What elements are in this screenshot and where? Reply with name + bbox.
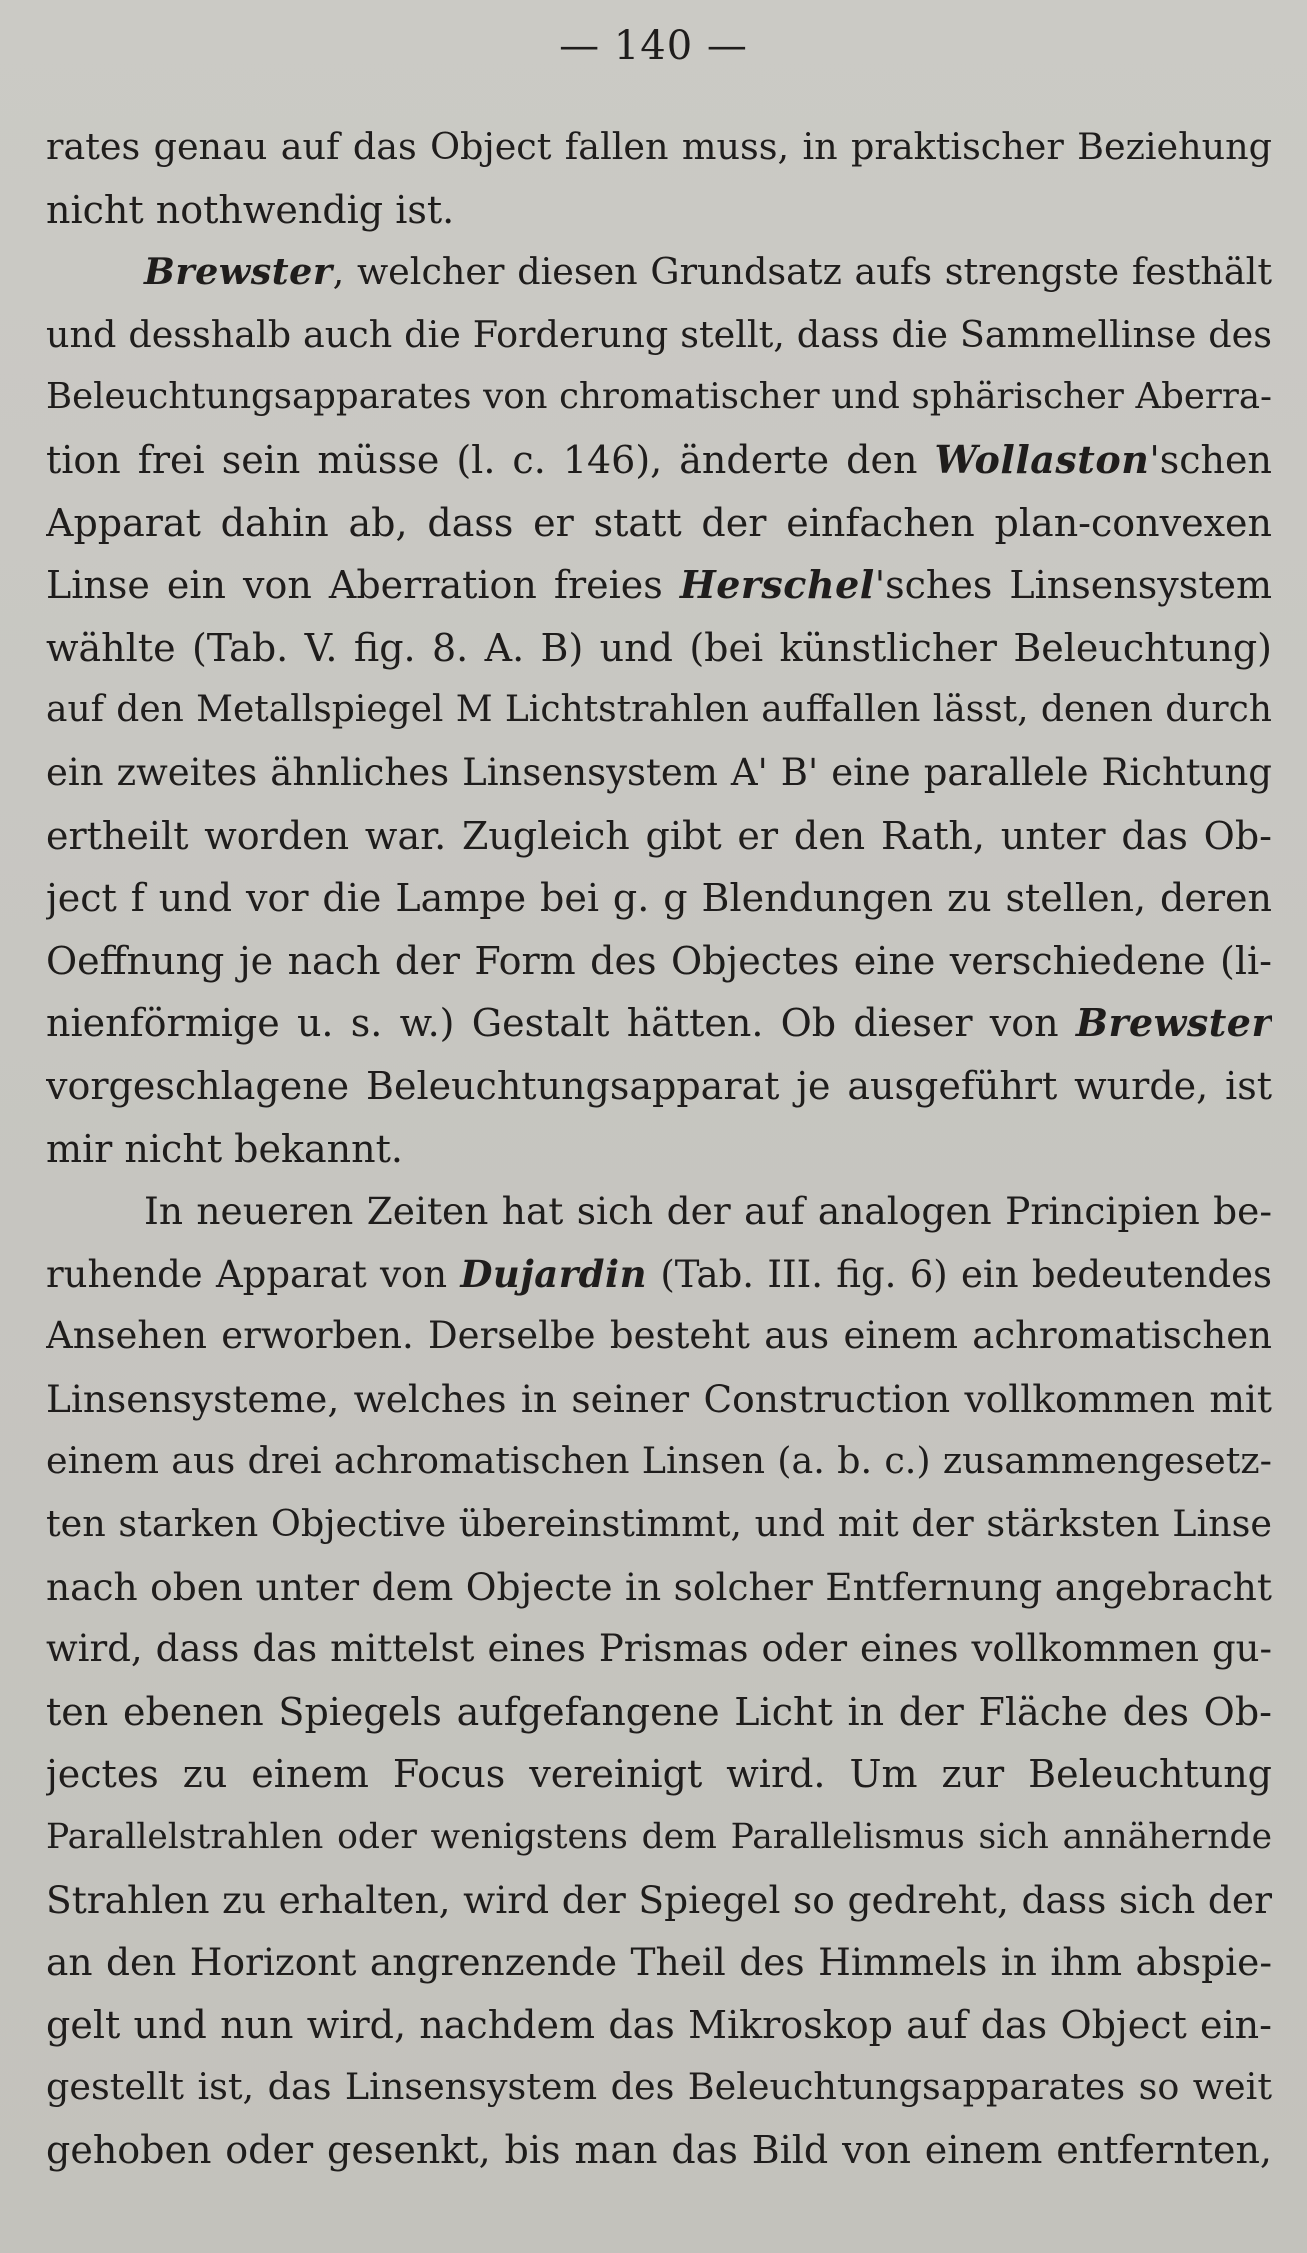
text-line: nicht nothwendig ist.	[46, 187, 455, 232]
text-line: gestellt ist, das Linsensystem des Beleuchtungsapparates so weit	[46, 2065, 1272, 2109]
text-line: jectes zu einem Focus vereinigt wird. Um zur Beleuchtung	[46, 1752, 1272, 1797]
text-line: Strahlen zu erhalten, wird der Spiegel so gedreht, dass sich der	[46, 1877, 1272, 1922]
text-line: ertheilt worden war. Zugleich gibt er den Rath, unter das Ob-	[46, 813, 1272, 858]
text-line: wird, dass das mittelst eines Prismas oder eines vollkommen gu-	[46, 1627, 1272, 1671]
person-name: Brewster	[144, 250, 333, 294]
person-name: Wollaston	[934, 436, 1150, 482]
text-line: Oeffnung je nach der Form des Objectes eine verschiedene (li-	[46, 938, 1272, 983]
text-line: Linse ein von Aberration freies Herschel'sches Linsensystem	[46, 562, 1272, 608]
text-line: ein zweites ähnliches Linsensystem A' B' eine parallele Richtung	[46, 750, 1272, 794]
text-line: Beleuchtungsapparates von chromatischer und sphärischer Aberra-	[46, 376, 1272, 418]
text-line: einem aus drei achromatischen Linsen (a. b. c.) zusammengesetz-	[46, 1439, 1272, 1483]
text-line: Apparat dahin ab, dass er statt der einfachen plan-convexen	[46, 500, 1272, 545]
text-line: In neueren Zeiten hat sich der auf analogen Principien be-	[144, 1189, 1272, 1234]
text-line: ten ebenen Spiegels aufgefangene Licht in der Fläche des Ob-	[46, 1689, 1272, 1734]
text-line: auf den Metallspiegel M Lichtstrahlen auffallen lässt, denen durch	[46, 689, 1272, 731]
text-line: Parallelstrahlen oder wenigstens dem Parallelismus sich annähernde	[46, 1817, 1272, 1858]
text-line: an den Horizont angrenzende Theil des Himmels in ihm abspie-	[46, 1940, 1272, 1985]
text-line: nach oben unter dem Objecte in solcher Entfernung angebracht	[46, 1564, 1272, 1609]
text-line: Ansehen erworben. Derselbe besteht aus einem achromatischen	[46, 1314, 1272, 1358]
text-line: Brewster, welcher diesen Grundsatz aufs strengste festhält	[144, 250, 1272, 294]
text-line: ject f und vor die Lampe bei g. g Blendungen zu stellen, deren	[46, 876, 1272, 921]
text-line: gehoben oder gesenkt, bis man das Bild von einem entfernten,	[46, 2128, 1272, 2172]
text-line: Linsensysteme, welches in seiner Construction vollkommen mit	[46, 1376, 1272, 1421]
text-line: mir nicht bekannt.	[46, 1126, 403, 1171]
text-line: vorgeschlagene Beleuchtungsapparat je ausgeführt wurde, ist	[46, 1063, 1272, 1108]
text-line: gelt und nun wird, nachdem das Mikroskop auf das Object ein-	[46, 2002, 1272, 2047]
text-line: rates genau auf das Object fallen muss, in praktischer Beziehung	[46, 125, 1272, 168]
text-line: wählte (Tab. V. fig. 8. A. B) und (bei künstlicher Beleuchtung)	[46, 625, 1272, 670]
person-name: Dujardin	[460, 1251, 648, 1296]
text-line: und desshalb auch die Forderung stellt, dass die Sammellinse des	[46, 312, 1272, 356]
person-name: Brewster	[1075, 1000, 1272, 1046]
body-text	[46, 116, 1272, 2182]
page-number: — 140 —	[559, 23, 748, 69]
text-line: ruhende Apparat von Dujardin (Tab. III. fig. 6) ein bedeutendes	[46, 1251, 1272, 1296]
text-line: tion frei sein müsse (l. c. 146), änderte den Wollaston'schen	[46, 436, 1272, 482]
text-line: nienförmige u. s. w.) Gestalt hätten. Ob dieser von Brewster	[46, 1000, 1272, 1046]
person-name: Herschel	[679, 562, 875, 608]
text-line: ten starken Objective übereinstimmt, und mit der stärksten Linse	[46, 1502, 1272, 1546]
